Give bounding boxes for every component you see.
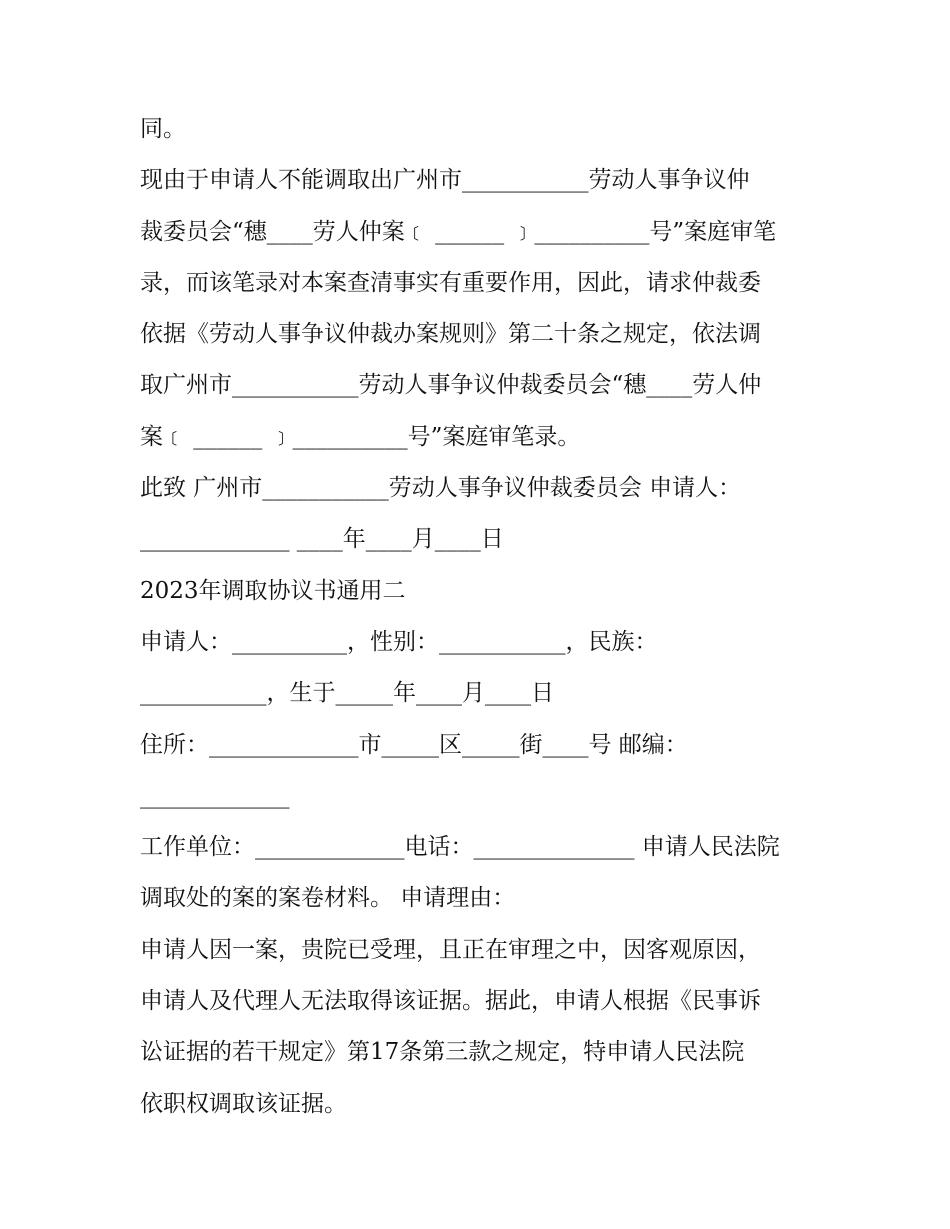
text-line: 工作单位：_____________电话：______________ 申请人民法院 <box>140 834 780 861</box>
text-line: 申请人：__________，性别：___________，民族： <box>140 628 658 655</box>
text-line: 讼证据的若干规定》第17条第三款之规定，特申请人民法院 <box>140 1039 745 1066</box>
text-line: 同。 <box>140 116 186 142</box>
text-line: 此致 广州市___________劳动人事争议仲裁委员会 申请人： <box>140 475 742 502</box>
text-line: 取广州市___________劳动人事争议仲裁委员会“穗____劳人仲 <box>140 372 762 399</box>
text-line: 申请人因一案，贵院已受理，且正在审理之中，因客观原因， <box>140 936 761 963</box>
text-line: 依职权调取该证据。 <box>140 1090 347 1117</box>
text-line: 录，而该笔录对本案查清事实有重要作用，因此，请求仲裁委 <box>140 269 761 296</box>
section-title: 2023年调取协议书通用二 <box>140 577 406 604</box>
text-line: _____________ ____年____月____日 <box>140 526 504 553</box>
text-line: 案﹝ ______ ﹞__________号”案庭审笔录。 <box>140 423 581 450</box>
text-line: _____________ <box>140 782 290 809</box>
text-line: 依据《劳动人事争议仲裁办案规则》第二十条之规定，依法调 <box>140 321 761 348</box>
text-line: ___________，生于_____年____月____日 <box>140 680 554 707</box>
text-line: 调取处的案的案卷材料。 申请理由： <box>140 885 516 912</box>
text-line: 申请人及代理人无法取得该证据。据此，申请人根据《民事诉 <box>140 988 761 1015</box>
text-line: 现由于申请人不能调取出广州市___________劳动人事争议仲 <box>140 167 750 194</box>
document-body <box>140 104 820 1130</box>
text-line: 裁委员会“穗____劳人仲案﹝ ______ ﹞__________号”案庭审笔 <box>140 218 777 245</box>
text-line: 住所：_____________市_____区_____街____号 邮编： <box>140 731 688 758</box>
